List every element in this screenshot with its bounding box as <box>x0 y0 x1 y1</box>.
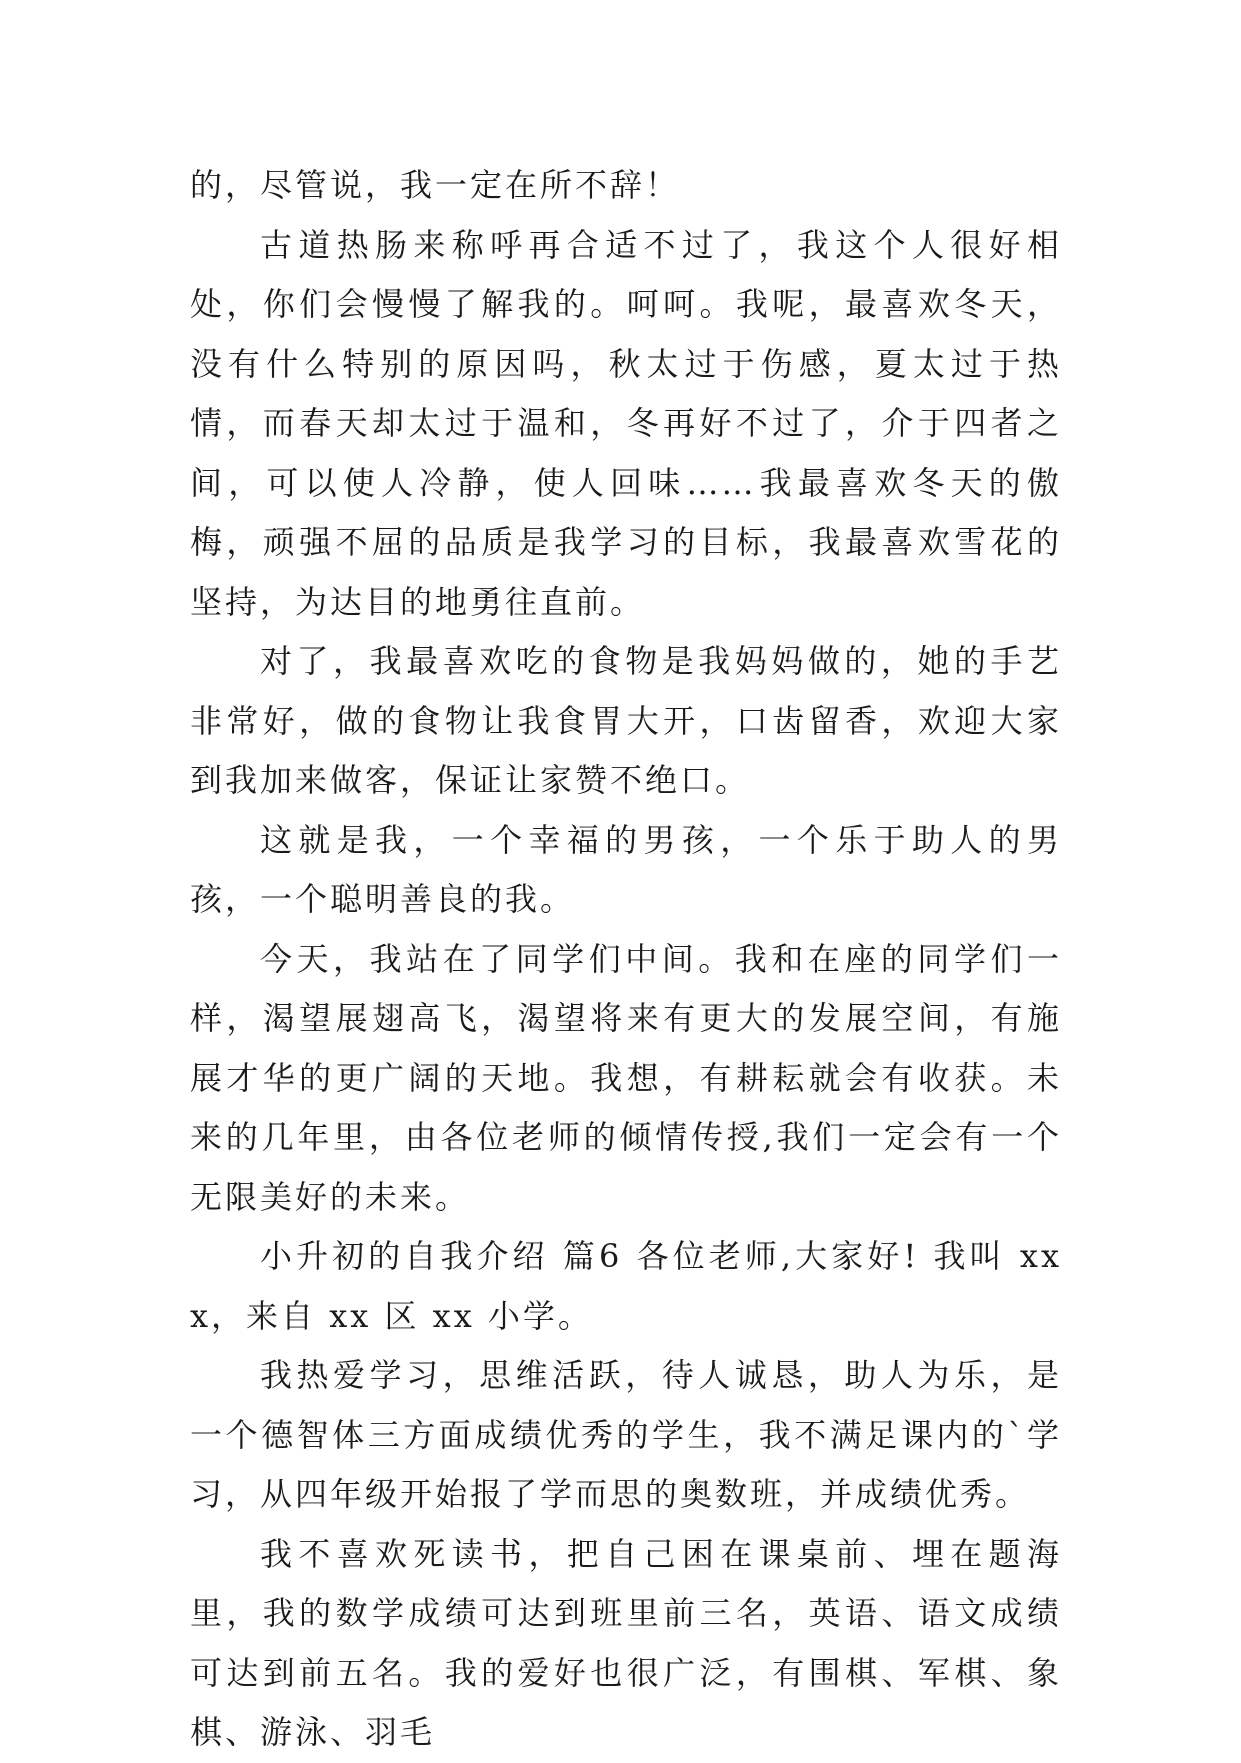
paragraph-5: 今天，我站在了同学们中间。我和在座的同学们一样，渴望展翅高飞，渴望将来有更大的发展空间，有施展才华的更广阔的天地。我想，有耕耘就会有收获。未来的几年里，由各位老师的倾情传授,我们一定会有一个无限美好的未来。 <box>190 939 1062 1216</box>
paragraph-1: 的，尽管说，我一定在所不辞！ <box>190 166 681 204</box>
paragraph-7: 我热爱学习，思维活跃，待人诚恳，助人为乐，是一个德智体三方面成绩优秀的学生，我不满足课内的`学习，从四年级开始报了学而思的奥数班，并成绩优秀。 <box>190 1356 1062 1513</box>
document-body <box>190 156 1062 1763</box>
paragraph-6: 小升初的自我介绍 篇6 各位老师,大家好! 我叫 xxx，来自 xx 区 xx 小学。 <box>190 1237 1062 1335</box>
paragraph-3: 对了，我最喜欢吃的食物是我妈妈做的，她的手艺非常好，做的食物让我食胃大开，口齿留香，欢迎大家到我加来做客，保证让家赞不绝口。 <box>190 642 1062 799</box>
paragraph-2: 古道热肠来称呼再合适不过了，我这个人很好相处，你们会慢慢了解我的。呵呵。我呢，最喜欢冬天，没有什么特别的原因吗，秋太过于伤感，夏太过于热情，而春天却太过于温和，冬再好不过了，介于四者之间，可以使人冷静，使人回味……我最喜欢冬天的傲梅，顽强不屈的品质是我学习的目标，我最喜欢雪花的坚持，为达目的地勇往直前。 <box>190 225 1062 621</box>
paragraph-4: 这就是我，一个幸福的男孩，一个乐于助人的男孩，一个聪明善良的我。 <box>190 820 1062 918</box>
paragraph-8: 我不喜欢死读书，把自己困在课桌前、埋在题海里，我的数学成绩可达到班里前三名，英语、语文成绩可达到前五名。我的爱好也很广泛，有围棋、军棋、象棋、游泳、羽毛 <box>190 1534 1062 1751</box>
